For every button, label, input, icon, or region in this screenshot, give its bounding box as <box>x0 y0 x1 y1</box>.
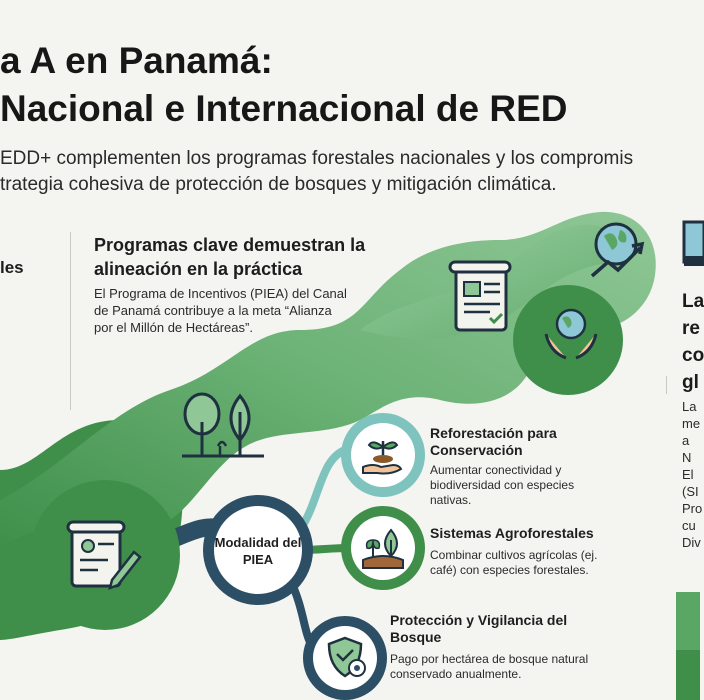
step-body: Pago por hectárea de bosque natural conservado anualmente. <box>390 652 589 681</box>
step-protection <box>390 612 590 682</box>
right-cut-icon <box>680 212 700 274</box>
step-agroforestry <box>430 525 620 578</box>
divider-line <box>70 232 71 410</box>
step-title: Protección y Vigilancia del Bosque <box>390 612 568 645</box>
step-title: Sistemas Agroforestales <box>430 525 594 541</box>
earth-hands-icon <box>540 302 602 364</box>
subtitle-line2: trategia cohesiva de protección de bosques y mitigación climática. <box>0 174 557 195</box>
programs-title: Programas clave demuestran la alineación en la práctica <box>94 235 366 279</box>
right-divider <box>666 376 667 394</box>
step-body: Aumentar conectividad y biodiversidad con especies nativas. <box>430 463 575 507</box>
page-title-line1: a A en Panamá: <box>0 40 273 81</box>
right-heading: La re co gl <box>682 291 704 393</box>
programs-body: El Programa de Incentivos (PIEA) del Canal de Panamá contribuye a la meta “Alianza por el Millón de Hectáreas”. <box>94 286 347 335</box>
sprout-hand-icon <box>361 433 405 477</box>
step-title: Reforestación para Conservación <box>430 425 557 458</box>
step-body: Combinar cultivos agrícolas (ej. café) con especies forestales. <box>430 548 598 577</box>
subtitle-line1: EDD+ complementen los programas forestales nacionales y los compromis <box>0 148 634 169</box>
shield-eye-icon <box>323 636 367 680</box>
agroforestry-icon <box>361 526 405 570</box>
left-cut-label: les <box>0 258 24 277</box>
page-title-line2: Nacional e Internacional de RED <box>0 88 568 129</box>
trees-icon <box>180 392 266 462</box>
modality-label: Modalidad del PIEA <box>214 535 302 567</box>
right-para-1: La me a N <box>682 399 701 465</box>
step-reforestation <box>430 425 610 508</box>
document-check-icon <box>450 262 520 336</box>
right-para-2: El (SI Pro cu Div <box>682 467 703 550</box>
document-pen-icon <box>68 520 140 592</box>
globe-growth-icon <box>588 218 652 282</box>
